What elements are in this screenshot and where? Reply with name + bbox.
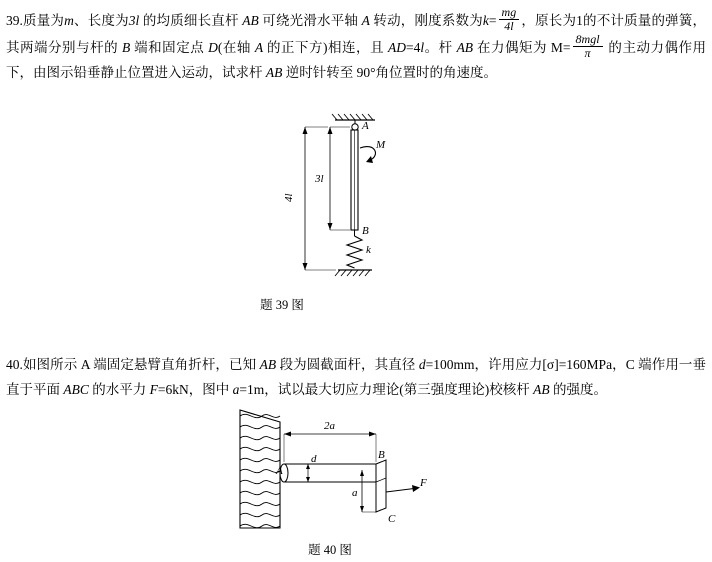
figure-39-drawing (230, 110, 450, 290)
label-point-c: C (388, 513, 396, 525)
label-dim-4l: 4l (283, 193, 295, 202)
var-f: F (149, 382, 158, 397)
p39-run: 端和固定点 (130, 39, 209, 55)
var-3l: 3l (128, 12, 140, 28)
var-a2: A (254, 39, 264, 55)
p40-run: =100mm，许用应力[σ]=160MPa，C 端作用一垂直于平面 (6, 357, 706, 397)
dim-4l-arrow-bottom (303, 263, 308, 270)
p39-run: 的正下方)相连，且 (263, 39, 388, 55)
label-diameter-d: d (311, 453, 317, 465)
dim-a-arrow-top (360, 470, 364, 476)
pin-joint-a (352, 124, 358, 130)
label-point-b: B (362, 225, 369, 237)
bottom-support-hatching (335, 270, 370, 276)
var-a: A (361, 12, 370, 28)
var-ab: AB (242, 12, 259, 28)
fraction-denominator: 4l (504, 18, 514, 33)
dim-a-arrow-bottom (360, 506, 364, 512)
p39-run: 逆时针转至 90°角位置时的角速度。 (282, 64, 498, 80)
moment-arc (360, 147, 375, 160)
moment-arrowhead (366, 156, 373, 163)
label-point-a: A (362, 120, 369, 132)
force-f-arrowhead (412, 485, 420, 492)
fraction-numerator: 8mgl (573, 33, 603, 47)
label-dim-3l: 3l (315, 173, 324, 185)
bar-bc-segment (376, 460, 386, 512)
var-ab3: AB (265, 64, 283, 80)
var-a: a (232, 382, 240, 397)
dim-d-arrow-bottom (306, 477, 310, 482)
dim-3l-arrow-bottom (328, 223, 333, 230)
p40-run: =6kN，图中 (157, 382, 233, 397)
figure-40 (180, 400, 500, 545)
figure-39-caption: 题 39 图 (260, 298, 304, 312)
var-k: k (482, 12, 489, 28)
var-m: m (64, 12, 74, 28)
figure-40-caption: 题 40 图 (308, 543, 352, 557)
dim-d-arrow-top (306, 464, 310, 469)
p39-run: 可绕光滑水平轴 (258, 12, 362, 28)
p39-run: 在力偶矩为 M= (473, 39, 571, 55)
spring-coil (347, 236, 362, 268)
fraction-8mgl-pi (573, 33, 603, 60)
p39-run: 的均质细长直杆 (139, 12, 243, 28)
p40-run: 段为圆截面杆，其直径 (276, 357, 419, 372)
var-ab2: AB (456, 39, 474, 55)
p39-run: 39.质量为 (6, 12, 65, 28)
dim-4l-arrow-top (303, 127, 308, 134)
p40-run: 的强度。 (549, 382, 607, 397)
label-point-a: A (276, 465, 283, 477)
fraction-mg-4l (499, 6, 520, 33)
p39-run: 、长度为 (73, 12, 129, 28)
p40-run: 40.如图所示 A 端固定悬臂直角折杆，已知 (6, 357, 260, 372)
fraction-numerator: mg (499, 6, 520, 20)
var-ad: AD (387, 39, 406, 55)
p39-run: = (488, 12, 497, 28)
var-b: B (122, 39, 131, 55)
p39-run: (在轴 (217, 39, 255, 55)
p40-run: =1m，试以最大切应力理论(第三强度理论)校核杆 (239, 382, 534, 397)
var-l: l (420, 39, 425, 55)
var-ab2: AB (533, 382, 550, 397)
label-spring-k: k (366, 244, 371, 256)
p39-run: ，原长为1的不计质量的弹簧，其两端分别与杆的 (6, 12, 707, 55)
label-moment-m: M (376, 139, 386, 151)
dim-2a-arrow-right (369, 432, 376, 437)
var-abc: ABC (63, 382, 89, 397)
label-dim-2a: 2a (324, 420, 335, 432)
fraction-denominator: π (584, 45, 591, 60)
label-dim-a: a (352, 487, 358, 499)
var-d: D (208, 39, 218, 55)
var-d: d (418, 357, 426, 372)
problem-40-text (6, 352, 706, 402)
figure-39 (230, 110, 450, 295)
dim-2a-arrow-left (284, 432, 291, 437)
dim-3l-arrow-top (328, 127, 333, 134)
p39-run: 转动，刚度系数为 (369, 12, 483, 28)
p39-run: 的主动力偶作用下，由图示铅垂静止位置进入运动，试求杆 (6, 39, 707, 80)
label-force-f: F (420, 477, 427, 489)
p39-run: 。杆 (424, 39, 457, 55)
figure-40-drawing (180, 400, 500, 540)
problem-39-text (6, 6, 706, 85)
p40-run: 的水平力 (88, 382, 150, 397)
label-point-b: B (378, 449, 385, 461)
var-ab: AB (259, 357, 277, 372)
p39-run: =4 (405, 39, 421, 55)
